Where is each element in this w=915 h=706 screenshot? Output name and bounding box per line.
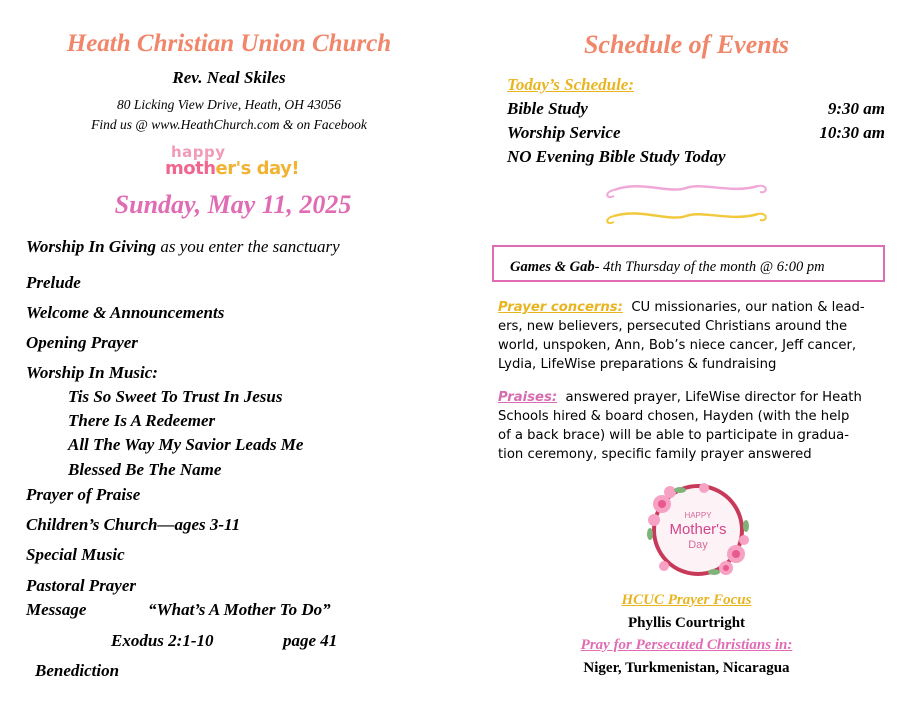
order-childrens-church: Children’s Church—ages 3-11 xyxy=(26,515,241,534)
worship-in-giving xyxy=(26,237,340,257)
games-label: Games & Gab xyxy=(510,259,595,275)
order-pastoral-prayer: Pastoral Prayer xyxy=(26,576,137,595)
schedule-time: 9:30 am xyxy=(827,99,885,118)
prayer-line: ers, new believers, persecuted Christians around the xyxy=(498,319,848,334)
prayer-line xyxy=(498,298,896,317)
prayer-concerns xyxy=(498,298,896,374)
logo-moth: moth xyxy=(165,158,216,179)
order-prayer-of-praise: Prayer of Praise xyxy=(26,485,141,504)
wreath-happy: HAPPY xyxy=(684,511,712,520)
mothers-day-wreath-image xyxy=(640,476,756,584)
find-us-line: Find us @ www.HeathChurch.com & on Facebook xyxy=(91,117,367,132)
song-item: Blessed Be The Name xyxy=(68,460,222,479)
wreath-mothers: Mother's xyxy=(669,521,727,538)
prayer-line: Lydia, LifeWise preparations & fundraising xyxy=(498,357,777,372)
order-special-music: Special Music xyxy=(26,545,125,564)
giving-note: as you enter the sanctuary xyxy=(156,237,340,256)
schedule-title: Schedule of Events xyxy=(583,30,790,59)
praises-line: tion ceremony, specific family prayer answered xyxy=(498,447,812,462)
decorative-flourish xyxy=(600,178,772,228)
order-worship-in-music: Worship In Music: xyxy=(26,363,158,382)
schedule-event: Bible Study xyxy=(507,99,588,118)
pastor-name: Rev. Neal Skiles xyxy=(172,68,286,87)
prayer-line: world, unspoken, Ann, Bob’s niece cancer, Jeff cancer, xyxy=(498,338,857,353)
wreath-day: Day xyxy=(688,539,708,551)
prayer-focus-name: Phyllis Courtright xyxy=(627,615,746,631)
order-message-label: Message xyxy=(26,600,87,619)
happy-mothers-day-logo xyxy=(165,141,305,185)
schedule-event: Worship Service xyxy=(507,123,621,142)
service-date: Sunday, May 11, 2025 xyxy=(114,190,352,219)
logo-ers-day: er's day! xyxy=(215,158,300,179)
order-welcome: Welcome & Announcements xyxy=(26,303,225,322)
praises-text: answered prayer, LifeWise director for Heath xyxy=(565,390,862,405)
order-benediction: Benediction xyxy=(35,661,120,680)
order-opening-prayer: Opening Prayer xyxy=(26,333,138,352)
order-prelude: Prelude xyxy=(26,273,81,292)
scripture-page: page 41 xyxy=(283,631,338,650)
song-item: All The Way My Savior Leads Me xyxy=(68,435,304,454)
church-name: Heath Christian Union Church xyxy=(66,30,392,57)
persecuted-countries: Niger, Turkmenistan, Nicaragua xyxy=(583,660,790,676)
prayer-focus-title: HCUC Prayer Focus xyxy=(621,592,752,608)
games-and-gab xyxy=(510,259,825,276)
scripture-reference: Exodus 2:1-10 xyxy=(111,631,214,650)
giving-label: Worship In Giving xyxy=(26,237,157,256)
praises-label: Praises: xyxy=(498,390,558,405)
schedule-row xyxy=(507,123,885,143)
song-item: There Is A Redeemer xyxy=(68,411,216,430)
todays-schedule-label: Today’s Schedule: xyxy=(507,75,635,94)
persecuted-christians-label: Pray for Persecuted Christians in: xyxy=(580,637,793,653)
logo-line-mothers-day xyxy=(165,158,299,179)
praises-line xyxy=(498,388,896,407)
logo-line-happy: happy xyxy=(171,143,226,161)
schedule-row xyxy=(507,99,885,119)
no-evening-study: NO Evening Bible Study Today xyxy=(507,147,726,166)
prayer-concerns-label: Prayer concerns: xyxy=(498,300,623,315)
praises-line: Schools hired & board chosen, Hayden (with the help xyxy=(498,409,850,424)
church-address: 80 Licking View Drive, Heath, OH 43056 xyxy=(117,97,341,112)
message-title: “What’s A Mother To Do” xyxy=(148,600,331,619)
prayer-text: CU missionaries, our nation & lead- xyxy=(631,300,865,315)
schedule-time: 10:30 am xyxy=(819,123,885,142)
song-item: Tis So Sweet To Trust In Jesus xyxy=(68,387,283,406)
praises xyxy=(498,388,896,464)
games-detail: - 4th Thursday of the month @ 6:00 pm xyxy=(594,259,825,275)
praises-line: of a back brace) will be able to participate in gradua- xyxy=(498,428,849,443)
